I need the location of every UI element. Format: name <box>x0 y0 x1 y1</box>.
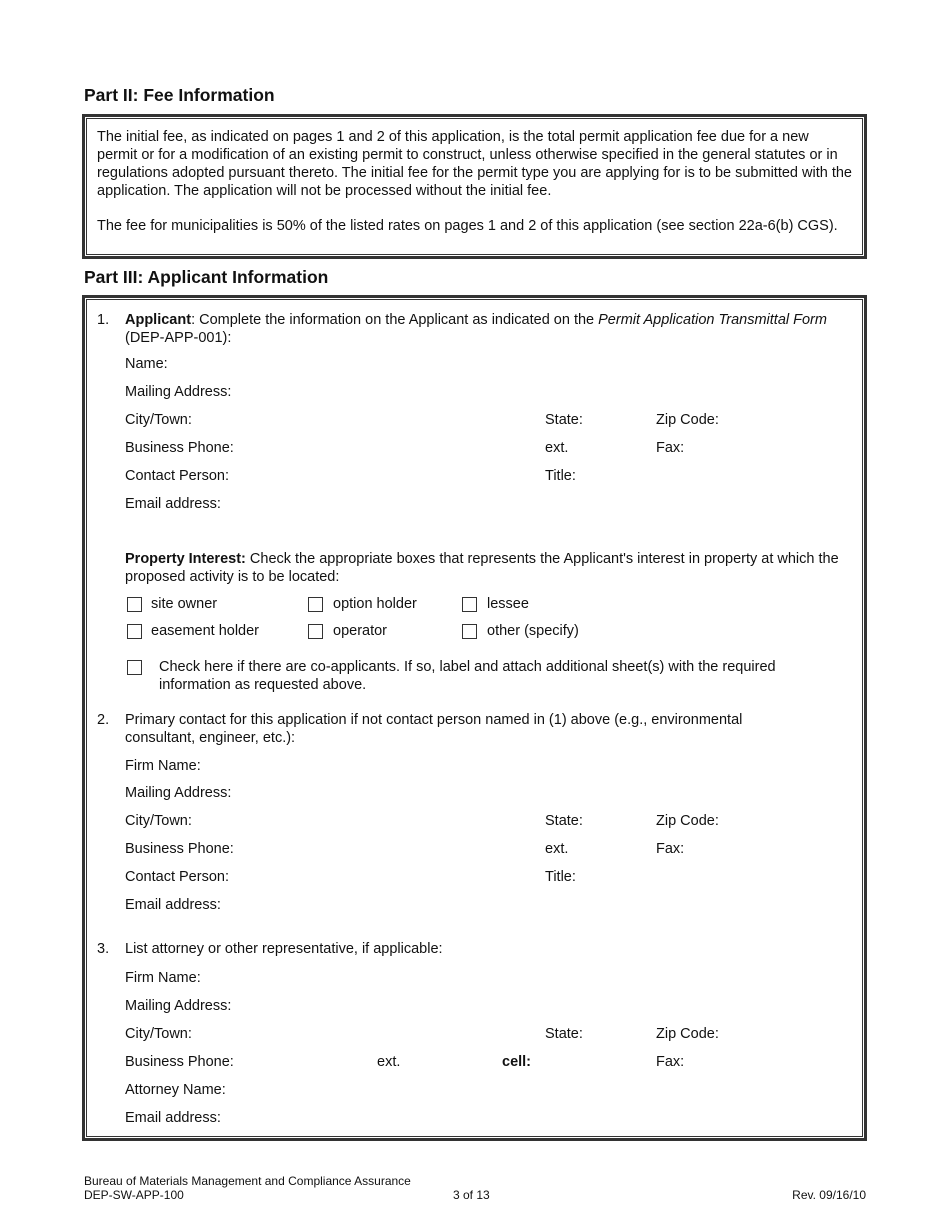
contact-label: Contact Person: <box>125 869 229 885</box>
other-specify-label: other (specify) <box>487 623 579 639</box>
email-label: Email address: <box>125 1110 221 1126</box>
ext-label: ext. <box>545 841 569 857</box>
title-label: Title: <box>545 869 576 885</box>
section-1-intro <box>125 311 850 347</box>
ext-label: ext. <box>545 440 569 456</box>
lessee-checkbox[interactable] <box>462 597 477 612</box>
contact-label: Contact Person: <box>125 468 229 484</box>
city-label: City/Town: <box>125 1026 192 1042</box>
fax-label: Fax: <box>656 440 685 456</box>
property-interest-label: Property Interest: <box>125 551 246 567</box>
title-label: Title: <box>545 468 576 484</box>
email-label: Email address: <box>125 496 221 512</box>
option-holder-checkbox[interactable] <box>308 597 323 612</box>
ext-label: ext. <box>377 1054 401 1070</box>
intro-text: : Complete the information on the Applicant as indicated on the <box>191 312 599 328</box>
section-2-intro: Primary contact for this application if not contact person named in (1) above (e.g., environmental consultant, engineer, etc.): <box>125 712 743 746</box>
site-owner-checkbox[interactable] <box>127 597 142 612</box>
operator-label: operator <box>333 623 388 639</box>
section-2-number: 2. <box>97 712 110 728</box>
firm-label: Firm Name: <box>125 758 201 774</box>
section-3-number: 3. <box>97 941 110 957</box>
city-label: City/Town: <box>125 813 192 829</box>
fee-paragraph-1: The initial fee, as indicated on pages 1 and 2 of this application, is the total permit application fee due for a new permit or for a modification of an existing permit to construct, unless otherwise specified in the general statutes or in regulations adopted pursuant thereto. The initial fee for the permit type you are applying for is to be submitted with the application. The application will not be processed without the initial fee. <box>97 129 852 199</box>
mailing-label: Mailing Address: <box>125 384 232 400</box>
footer-page-number: 3 of 13 <box>453 1188 490 1202</box>
state-label: State: <box>545 813 583 829</box>
state-label: State: <box>545 412 583 428</box>
fee-info-box <box>82 114 867 259</box>
co-applicants-checkbox[interactable] <box>127 660 142 675</box>
site-owner-label: site owner <box>151 596 218 612</box>
easement-holder-checkbox[interactable] <box>127 624 142 639</box>
cell-label: cell: <box>502 1054 532 1070</box>
fax-label: Fax: <box>656 841 685 857</box>
phone-label: Business Phone: <box>125 841 234 857</box>
mailing-label: Mailing Address: <box>125 998 232 1014</box>
phone-label: Business Phone: <box>125 1054 234 1070</box>
property-interest <box>125 550 850 586</box>
city-label: City/Town: <box>125 412 192 428</box>
property-interest-text: Check the appropriate boxes that represents the Applicant's interest in property at which the proposed activity is to be located: <box>125 551 839 585</box>
footer-revision: Rev. 09/16/10 <box>792 1188 866 1202</box>
option-holder-label: option holder <box>333 596 417 612</box>
part3-heading: Part III: Applicant Information <box>84 267 329 287</box>
other-specify-checkbox[interactable] <box>462 624 477 639</box>
intro-text-2: (DEP-APP-001): <box>125 330 232 346</box>
phone-label: Business Phone: <box>125 440 234 456</box>
zip-label: Zip Code: <box>656 1026 719 1042</box>
firm-label: Firm Name: <box>125 970 201 986</box>
zip-label: Zip Code: <box>656 813 719 829</box>
state-label: State: <box>545 1026 583 1042</box>
co-applicants-text: Check here if there are co-applicants. If so, label and attach additional sheet(s) with the required information as requested above. <box>159 659 776 693</box>
easement-holder-label: easement holder <box>151 623 260 639</box>
operator-checkbox[interactable] <box>308 624 323 639</box>
part2-heading: Part II: Fee Information <box>84 85 275 105</box>
fee-paragraph-2: The fee for municipalities is 50% of the listed rates on pages 1 and 2 of this application (see section 22a-6(b) CGS). <box>97 218 838 234</box>
footer-form-number: DEP-SW-APP-100 <box>84 1188 184 1202</box>
mailing-label: Mailing Address: <box>125 785 232 801</box>
footer-bureau: Bureau of Materials Management and Compliance Assurance <box>84 1174 411 1188</box>
section-3-intro: List attorney or other representative, if applicable: <box>125 941 443 957</box>
form-name: Permit Application Transmittal Form <box>598 312 827 328</box>
email-label: Email address: <box>125 897 221 913</box>
lessee-label: lessee <box>487 596 529 612</box>
fax-label: Fax: <box>656 1054 685 1070</box>
zip-label: Zip Code: <box>656 412 719 428</box>
section-1-number: 1. <box>97 312 110 328</box>
applicant-label: Applicant <box>125 312 192 328</box>
name-label: Name: <box>125 356 168 372</box>
attorney-label: Attorney Name: <box>125 1082 226 1098</box>
